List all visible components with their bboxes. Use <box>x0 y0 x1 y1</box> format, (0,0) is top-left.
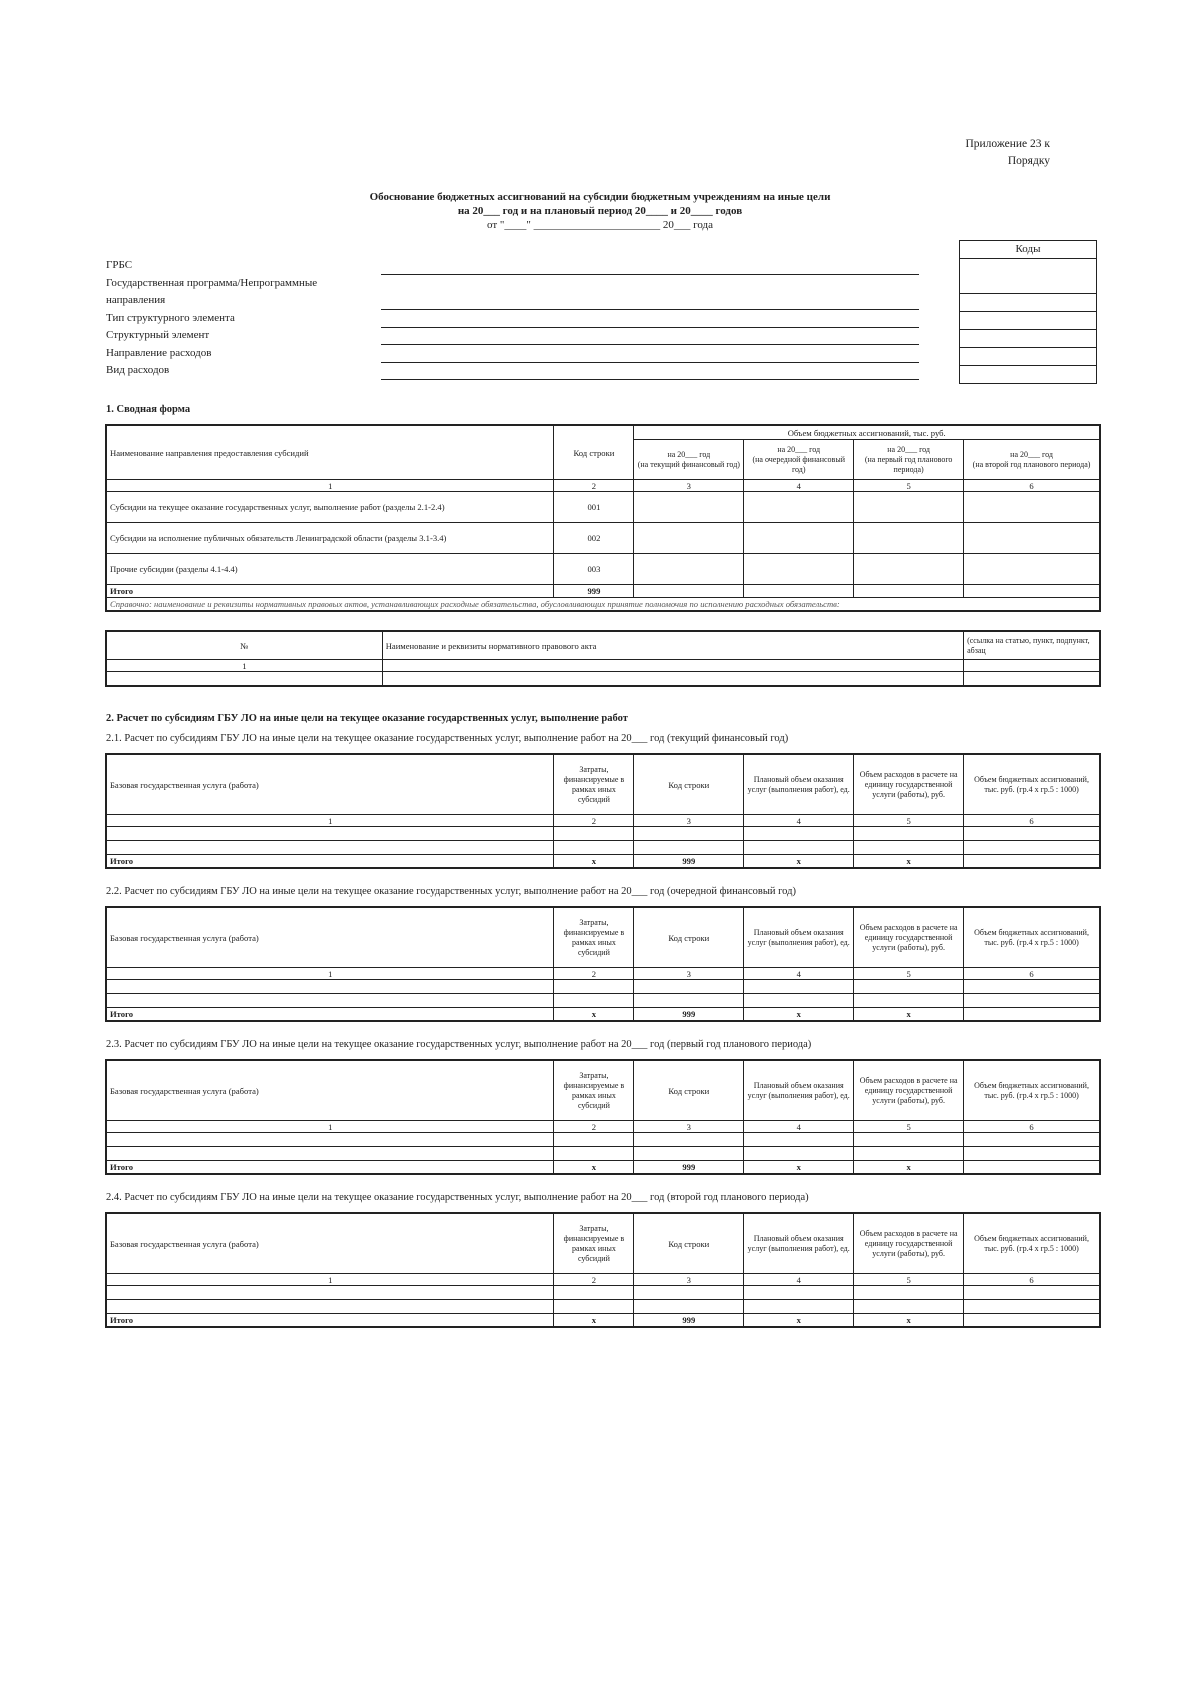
data-cell[interactable] <box>554 1147 634 1161</box>
code-cell-element[interactable] <box>960 330 1096 348</box>
label-direction: Направление расходов <box>106 346 212 359</box>
col-header-year-1: на 20___ год (на текущий финансовый год) <box>634 440 744 480</box>
ref-cell[interactable] <box>382 672 963 686</box>
summary-table <box>106 425 1100 611</box>
data-cell[interactable] <box>107 841 554 855</box>
row-name: Прочие субсидии (разделы 4.1-4.4) <box>107 554 554 585</box>
code-cell-expense-type[interactable] <box>960 366 1096 383</box>
total-x: х <box>744 1314 854 1327</box>
col-num: 2 <box>554 1121 634 1133</box>
col-num: 6 <box>964 1121 1100 1133</box>
col-header-plan-volume: Плановый объем оказания услуг (выполнения работ), ед. <box>744 908 854 968</box>
col-num: 1 <box>107 480 554 492</box>
expense-type-field-line[interactable] <box>381 379 919 380</box>
total-x: х <box>854 855 964 868</box>
row-name: Субсидии на текущее оказание государственных услуг, выполнение работ (разделы 2.1-2.4) <box>107 492 554 523</box>
col-num: 1 <box>107 968 554 980</box>
calculation-table <box>106 754 1100 868</box>
element-field-line[interactable] <box>381 344 919 345</box>
total-x: х <box>744 1161 854 1174</box>
label-element: Структурный элемент <box>106 329 210 341</box>
col-num: 1 <box>107 815 554 827</box>
ref-col-name: Наименование и реквизиты нормативного правового акта <box>382 632 963 660</box>
value-cell[interactable] <box>634 585 744 598</box>
col-header-budget: Объем бюджетных ассигнований, тыс. руб. (гр.4 х гр.5 : 1000) <box>964 1214 1100 1274</box>
code-cell-grbs[interactable] <box>960 259 1096 294</box>
label-expense-type: Вид расходов <box>106 364 170 376</box>
col-num: 6 <box>964 815 1100 827</box>
data-cell[interactable] <box>854 980 964 994</box>
col-num: 3 <box>634 815 744 827</box>
data-cell[interactable] <box>554 1300 634 1314</box>
value-cell[interactable] <box>964 554 1100 585</box>
col-num: 3 <box>634 1121 744 1133</box>
col-header-code: Код строки <box>634 1214 744 1274</box>
col-num: 5 <box>854 1121 964 1133</box>
total-value-cell[interactable] <box>964 1314 1100 1327</box>
data-cell[interactable] <box>964 1133 1100 1147</box>
document-title <box>200 190 1000 232</box>
row-code: 001 <box>554 492 634 523</box>
data-cell[interactable] <box>634 841 744 855</box>
header-labels <box>106 257 317 380</box>
col-header-year-2: на 20___ год (на очередной финансовый год) <box>744 440 854 480</box>
col-header-costs: Затраты, финансируемые в рамках иных субсидий <box>554 1061 634 1121</box>
value-cell[interactable] <box>854 523 964 554</box>
col-num: 5 <box>854 480 964 492</box>
data-cell[interactable] <box>107 827 554 841</box>
reference-table <box>106 631 1100 686</box>
value-cell[interactable] <box>634 492 744 523</box>
total-x: х <box>744 1008 854 1021</box>
col-header-budget: Объем бюджетных ассигнований, тыс. руб. (гр.4 х гр.5 : 1000) <box>964 755 1100 815</box>
total-code: 999 <box>634 1008 744 1021</box>
total-code: 999 <box>634 855 744 868</box>
total-x: х <box>554 1314 634 1327</box>
value-cell[interactable] <box>854 554 964 585</box>
subsection-title: 2.2. Расчет по субсидиям ГБУ ЛО на иные цели на текущее оказание государственных услуг, выполнение работ на 20___ год (очередной финансовый год) <box>106 886 796 897</box>
col-header-code: Код строки <box>634 755 744 815</box>
total-code: 999 <box>634 1161 744 1174</box>
col-header-costs: Затраты, финансируемые в рамках иных субсидий <box>554 908 634 968</box>
data-cell[interactable] <box>554 1133 634 1147</box>
data-cell[interactable] <box>964 980 1100 994</box>
col-num: 3 <box>634 1274 744 1286</box>
data-cell[interactable] <box>554 994 634 1008</box>
label-program: Государственная программа/Непрограммные <box>106 276 318 289</box>
data-cell[interactable] <box>744 1300 854 1314</box>
appendix-line-1: Приложение 23 к <box>965 138 1050 150</box>
value-cell[interactable] <box>744 554 854 585</box>
col-header-budget: Объем бюджетных ассигнований, тыс. руб. (гр.4 х гр.5 : 1000) <box>964 908 1100 968</box>
code-cell-program[interactable] <box>960 294 1096 312</box>
data-cell[interactable] <box>634 1147 744 1161</box>
value-cell[interactable] <box>744 585 854 598</box>
data-cell[interactable] <box>107 994 554 1008</box>
data-cell[interactable] <box>744 1133 854 1147</box>
value-cell[interactable] <box>634 554 744 585</box>
value-cell[interactable] <box>744 492 854 523</box>
data-cell[interactable] <box>964 827 1100 841</box>
data-cell[interactable] <box>634 980 744 994</box>
data-cell[interactable] <box>964 1300 1100 1314</box>
col-num: 4 <box>744 968 854 980</box>
col-num: 5 <box>854 968 964 980</box>
total-x: х <box>854 1161 964 1174</box>
col-header-year-3: на 20___ год (на первый год планового периода) <box>854 440 964 480</box>
data-cell[interactable] <box>744 994 854 1008</box>
program-field-line[interactable] <box>381 309 919 310</box>
total-x: х <box>554 1008 634 1021</box>
col-header-service: Базовая государственная услуга (работа) <box>107 1061 554 1121</box>
col-header-costs: Затраты, финансируемые в рамках иных субсидий <box>554 755 634 815</box>
value-cell[interactable] <box>964 585 1100 598</box>
value-cell[interactable] <box>964 523 1100 554</box>
data-cell[interactable] <box>634 827 744 841</box>
total-value-cell[interactable] <box>964 1008 1100 1021</box>
total-label: Итого <box>107 1161 554 1174</box>
total-x: х <box>744 855 854 868</box>
total-label: Итого <box>107 1314 554 1327</box>
col-num: 5 <box>854 1274 964 1286</box>
data-cell[interactable] <box>964 1286 1100 1300</box>
data-cell[interactable] <box>634 1286 744 1300</box>
data-cell[interactable] <box>854 1286 964 1300</box>
title-line-1: Обоснование бюджетных ассигнований на субсидии бюджетным учреждениям на иные цели <box>369 191 831 203</box>
value-cell[interactable] <box>854 585 964 598</box>
element-type-field-line[interactable] <box>381 327 919 328</box>
data-cell[interactable] <box>744 1147 854 1161</box>
col-num: 3 <box>634 968 744 980</box>
total-code: 999 <box>634 1314 744 1327</box>
col-header-unit-cost: Объем расходов в расчете на единицу государственной услуги (работы), руб. <box>854 908 964 968</box>
row-name: Субсидии на исполнение публичных обязательств Ленинградской области (разделы 3.1-3.4) <box>107 523 554 554</box>
data-cell[interactable] <box>744 1286 854 1300</box>
col-num: 2 <box>554 968 634 980</box>
ref-row-name[interactable] <box>382 660 963 672</box>
col-num: 4 <box>744 1121 854 1133</box>
col-num: 4 <box>744 480 854 492</box>
col-header-year-4: на 20___ год (на второй год планового периода) <box>964 440 1100 480</box>
data-cell[interactable] <box>854 841 964 855</box>
value-cell[interactable] <box>634 523 744 554</box>
row-code: 002 <box>554 523 634 554</box>
subsection-title: 2.1. Расчет по субсидиям ГБУ ЛО на иные цели на текущее оказание государственных услуг, выполнение работ на 20___ год (текущий финансовый год) <box>106 733 789 744</box>
col-header-plan-volume: Плановый объем оказания услуг (выполнения работ), ед. <box>744 755 854 815</box>
col-num: 6 <box>964 480 1100 492</box>
calculation-table <box>106 1060 1100 1174</box>
data-cell[interactable] <box>964 841 1100 855</box>
ref-row-num: 1 <box>107 660 383 672</box>
value-cell[interactable] <box>744 523 854 554</box>
ref-row-link[interactable] <box>964 660 1100 672</box>
label-element-type: Тип структурного элемента <box>106 311 235 324</box>
total-label: Итого <box>107 585 554 598</box>
col-num: 6 <box>964 1274 1100 1286</box>
data-cell[interactable] <box>107 980 554 994</box>
calculation-table <box>106 907 1100 1021</box>
grbs-field-line[interactable] <box>381 274 919 275</box>
codes-title: Коды <box>960 241 1096 259</box>
col-num: 3 <box>634 480 744 492</box>
ref-cell[interactable] <box>964 672 1100 686</box>
col-num: 5 <box>854 815 964 827</box>
col-header-volume: Объем бюджетных ассигнований, тыс. руб. <box>634 426 1100 440</box>
data-cell[interactable] <box>744 827 854 841</box>
data-cell[interactable] <box>554 827 634 841</box>
label-grbs: ГРБС <box>106 259 133 271</box>
col-header-unit-cost: Объем расходов в расчете на единицу государственной услуги (работы), руб. <box>854 1061 964 1121</box>
direction-field-line[interactable] <box>381 362 919 363</box>
ref-col-link: (ссылка на статью, пункт, подпункт, абзац <box>964 632 1100 660</box>
data-cell[interactable] <box>554 980 634 994</box>
value-cell[interactable] <box>964 492 1100 523</box>
col-header-unit-cost: Объем расходов в расчете на единицу государственной услуги (работы), руб. <box>854 1214 964 1274</box>
col-header-plan-volume: Плановый объем оказания услуг (выполнения работ), ед. <box>744 1214 854 1274</box>
total-x: х <box>854 1008 964 1021</box>
col-num: 2 <box>554 815 634 827</box>
reference-note: Справочно: наименование и реквизиты нормативных правовых актов, устанавливающих расходные обязательства, обусловливающих принятие полномочия по исполнению расходных обязательств: <box>107 598 1100 611</box>
col-header-unit-cost: Объем расходов в расчете на единицу государственной услуги (работы), руб. <box>854 755 964 815</box>
col-num: 4 <box>744 1274 854 1286</box>
data-cell[interactable] <box>744 980 854 994</box>
label-program-cont: направления <box>106 294 166 306</box>
col-num: 4 <box>744 815 854 827</box>
data-cell[interactable] <box>554 841 634 855</box>
col-num: 1 <box>107 1121 554 1133</box>
data-cell[interactable] <box>854 1147 964 1161</box>
section-1-title: 1. Сводная форма <box>106 404 191 415</box>
col-header-code: Код строки <box>634 908 744 968</box>
data-cell[interactable] <box>634 1133 744 1147</box>
data-cell[interactable] <box>107 1300 554 1314</box>
total-x: х <box>554 855 634 868</box>
appendix-note <box>850 136 1050 170</box>
total-x: х <box>554 1161 634 1174</box>
subsection-title: 2.3. Расчет по субсидиям ГБУ ЛО на иные цели на текущее оказание государственных услуг, выполнение работ на 20___ год (первый год планового периода) <box>106 1039 812 1050</box>
data-cell[interactable] <box>634 994 744 1008</box>
col-num: 2 <box>554 480 634 492</box>
data-cell[interactable] <box>107 1147 554 1161</box>
code-cell-element-type[interactable] <box>960 312 1096 330</box>
data-cell[interactable] <box>854 827 964 841</box>
appendix-line-2: Порядку <box>1007 155 1050 167</box>
calculation-table <box>106 1213 1100 1327</box>
data-cell[interactable] <box>634 1300 744 1314</box>
data-cell[interactable] <box>854 1300 964 1314</box>
col-header-name: Наименование направления предоставления субсидий <box>107 426 554 480</box>
col-header-service: Базовая государственная услуга (работа) <box>107 755 554 815</box>
codes-box <box>959 240 1097 384</box>
title-line-2: на 20___ год и на плановый период 20____ и 20____ годов <box>457 205 743 217</box>
col-header-code: Код строки <box>554 426 634 480</box>
col-header-service: Базовая государственная услуга (работа) <box>107 908 554 968</box>
value-cell[interactable] <box>854 492 964 523</box>
col-header-service: Базовая государственная услуга (работа) <box>107 1214 554 1274</box>
row-code: 003 <box>554 554 634 585</box>
col-header-plan-volume: Плановый объем оказания услуг (выполнения работ), ед. <box>744 1061 854 1121</box>
col-header-budget: Объем бюджетных ассигнований, тыс. руб. (гр.4 х гр.5 : 1000) <box>964 1061 1100 1121</box>
col-num: 1 <box>107 1274 554 1286</box>
data-cell[interactable] <box>107 1286 554 1300</box>
ref-col-num: № <box>107 632 383 660</box>
col-header-code: Код строки <box>634 1061 744 1121</box>
total-value-cell[interactable] <box>964 855 1100 868</box>
data-cell[interactable] <box>107 1133 554 1147</box>
total-label: Итого <box>107 855 554 868</box>
data-cell[interactable] <box>964 1147 1100 1161</box>
total-label: Итого <box>107 1008 554 1021</box>
data-cell[interactable] <box>964 994 1100 1008</box>
subsection-title: 2.4. Расчет по субсидиям ГБУ ЛО на иные цели на текущее оказание государственных услуг, выполнение работ на 20___ год (второй год планового периода) <box>106 1192 809 1203</box>
section-2-title: 2. Расчет по субсидиям ГБУ ЛО на иные цели на текущее оказание государственных услуг, выполнение работ <box>106 713 628 724</box>
ref-cell[interactable] <box>107 672 383 686</box>
code-cell-direction[interactable] <box>960 348 1096 366</box>
col-num: 6 <box>964 968 1100 980</box>
title-line-3: от "____" _______________________ 20___ года <box>486 219 714 231</box>
total-x: х <box>854 1314 964 1327</box>
data-cell[interactable] <box>554 1286 634 1300</box>
data-cell[interactable] <box>744 841 854 855</box>
data-cell[interactable] <box>854 994 964 1008</box>
total-code: 999 <box>554 585 634 598</box>
col-num: 2 <box>554 1274 634 1286</box>
total-value-cell[interactable] <box>964 1161 1100 1174</box>
col-header-costs: Затраты, финансируемые в рамках иных субсидий <box>554 1214 634 1274</box>
data-cell[interactable] <box>854 1133 964 1147</box>
